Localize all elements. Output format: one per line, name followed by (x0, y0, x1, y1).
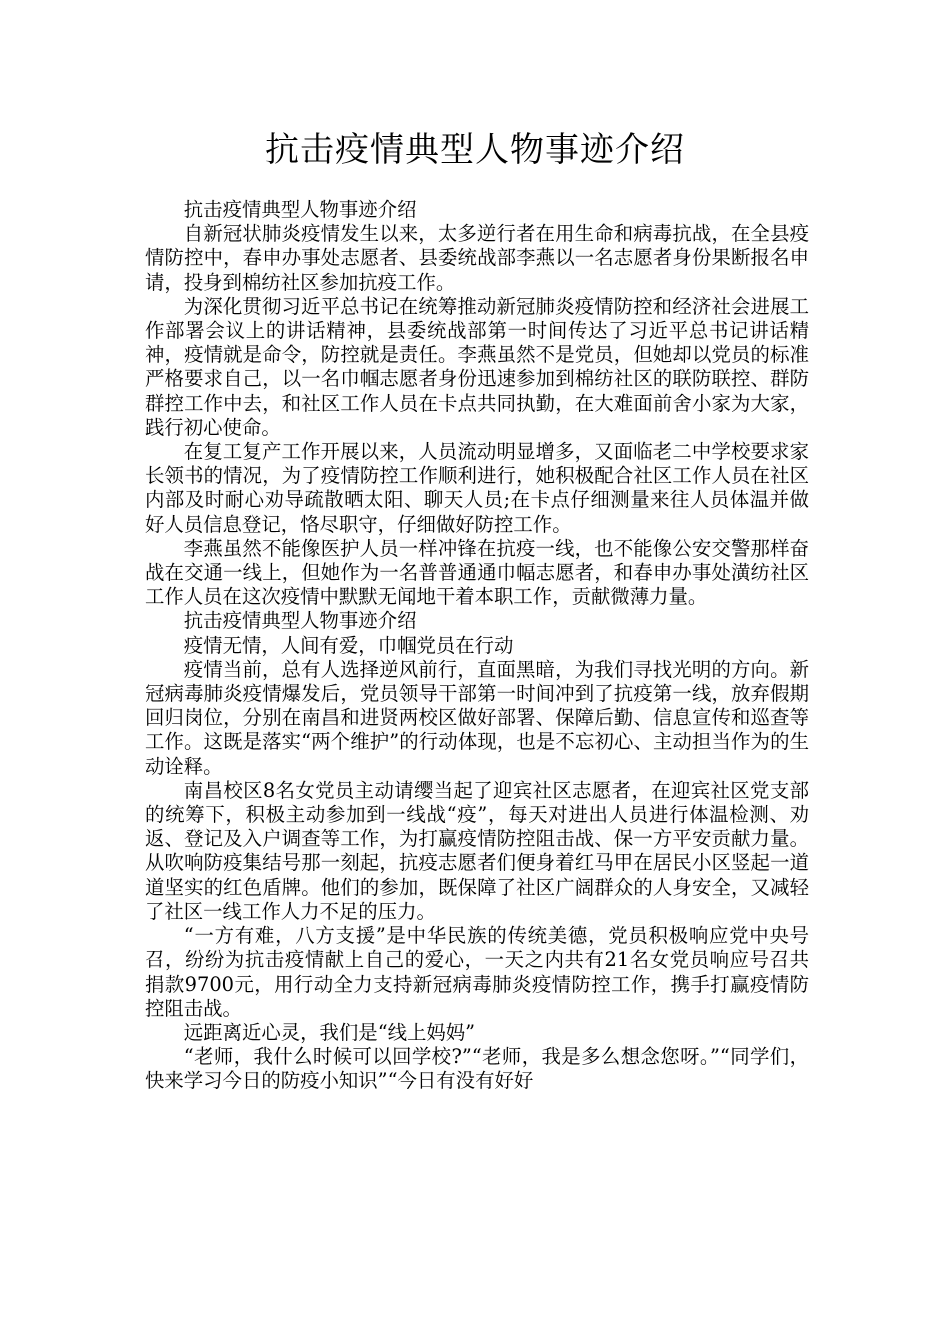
document-body (145, 198, 809, 1094)
section-subheading: 疫情无情，人间有爱，巾帼党员在行动 (183, 633, 514, 657)
section-subheading: 远距离近心灵，我们是“线上妈妈” (183, 1020, 476, 1044)
paragraph: 疫情当前，总有人选择逆风前行，直面黑暗，为我们寻找光明的方向。新冠病毒肺炎疫情爆发后，党员领导干部第一时间冲到了抗疫第一线，放弃假期回归岗位，分别在南昌和进贤两校区做好部署、保障后勤、信息宣传和巡查等工作。这既是落实“两个维护”的行动体现，也是不忘初心、主动担当作为的生动诠释。 (145, 657, 809, 778)
paragraph: “老师，我什么时候可以回学校?”“老师，我是多么想念您呀。”“同学们，快来学习今日的防疫小知识”“今日有没有好好 (145, 1045, 809, 1093)
paragraph: 抗击疫情典型人物事迹介绍 (183, 198, 417, 221)
paragraph: 南昌校区8名女党员主动请缨当起了迎宾社区志愿者，在迎宾社区党支部的统筹下，积极主动参加到一线战“疫”，每天对进出人员进行体温检测、劝返、登记及入户调查等工作，为打赢疫情防控阻击战、保一方平安贡献力量。从吹响防疫集结号那一刻起，抗疫志愿者们便身着红马甲在居民小区竖起一道道坚实的红色盾牌。他们的参加，既保障了社区广阔群众的人身安全，又减轻了社区一线工作人力不足的压力。 (145, 778, 809, 923)
paragraph: 李燕虽然不能像医护人员一样冲锋在抗疫一线，也不能像公安交警那样奋战在交通一线上，但她作为一名普普通通巾幅志愿者，和春申办事处潢纺社区工作人员在这次疫情中默默无闻地干着本职工作，贡献微薄力量。 (145, 536, 809, 609)
paragraph: “一方有难，八方支援”是中华民族的传统美德，党员积极响应党中央号召，纷纷为抗击疫情献上自己的爱心，一天之内共有21名女党员响应号召共捐款9700元，用行动全力支持新冠病毒肺炎疫情防控工作，携手打赢疫情防控阻击战。 (145, 924, 809, 1020)
document-title: 抗击疫情典型人物事迹介绍 (265, 130, 685, 170)
paragraph: 自新冠状肺炎疫情发生以来，太多逆行者在用生命和病毒抗战，在全县疫情防控中，春申办事处志愿者、县委统战部李燕以一名志愿者身份果断报名申请，投身到棉纺社区参加抗疫工作。 (145, 222, 809, 294)
paragraph: 在复工复产工作开展以来，人员流动明显增多，又面临老二中学校要求家长领书的情况，为了疫情防控工作顺利进行，她积极配合社区工作人员在社区内部及时耐心劝导疏散晒太阳、聊天人员;在卡点仔细测量来往人员体温并做好人员信息登记，恪尽职守，仔细做好防控工作。 (145, 440, 809, 536)
paragraph: 为深化贯彻习近平总书记在统筹推动新冠肺炎疫情防控和经济社会进展工作部署会议上的讲话精神，县委统战部第一时间传达了习近平总书记讲话精神，疫情就是命令，防控就是责任。李燕虽然不是党员，但她却以党员的标准严格要求自己，以一名巾帼志愿者身份迅速参加到棉纺社区的联防联控、群防群控工作中去，和社区工作人员在卡点共同执勤，在大难面前舍小家为大家，践行初心使命。 (145, 294, 809, 439)
section-heading: 抗击疫情典型人物事迹介绍 (183, 609, 417, 633)
